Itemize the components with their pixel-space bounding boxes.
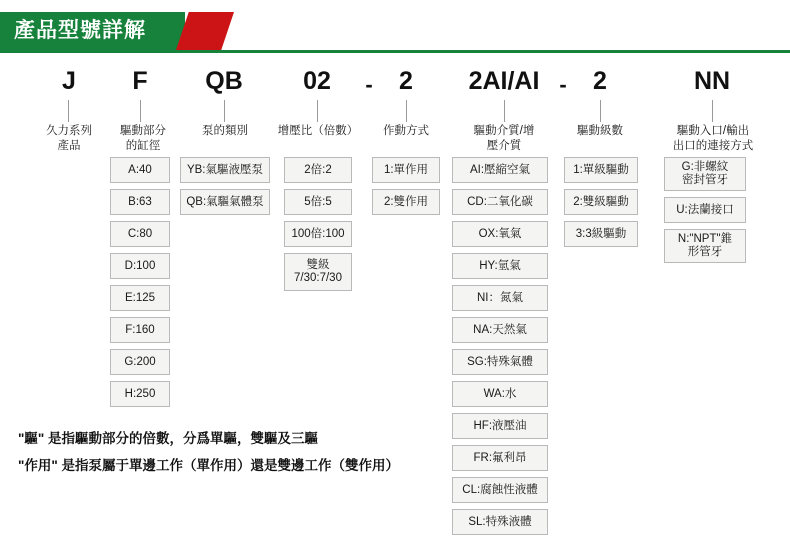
option-item[interactable]: NI：氮氣: [452, 285, 548, 311]
option-item[interactable]: [284, 253, 352, 291]
options-drive-stages: [564, 157, 638, 253]
option-line-1: G:非螺紋: [681, 161, 729, 173]
column-pump-type: [186, 66, 262, 96]
options-connection: [664, 157, 746, 269]
option-item[interactable]: YB:氣驅液壓泵: [180, 157, 270, 183]
separator-2: -: [559, 72, 567, 97]
options-action-type: [372, 157, 440, 221]
stem-3: [224, 100, 225, 122]
code-label-4: 02: [303, 67, 331, 95]
option-item[interactable]: AI:壓縮空氣: [452, 157, 548, 183]
option-item[interactable]: OX:氧氣: [452, 221, 548, 247]
desc-6: 驅動介質/增 壓介質: [473, 125, 535, 152]
option-item[interactable]: 5倍:5: [284, 189, 352, 215]
option-item[interactable]: 2:雙作用: [372, 189, 440, 215]
separator-1: -: [365, 72, 373, 97]
header-divider: [0, 50, 790, 53]
option-item[interactable]: 2倍:2: [284, 157, 352, 183]
desc-5: 作動方式: [383, 125, 429, 137]
option-item[interactable]: U:法蘭接口: [664, 197, 746, 223]
code-label-6: 2AI/AI: [468, 67, 540, 95]
column-ratio: [288, 66, 346, 96]
option-item[interactable]: 1:單作用: [372, 157, 440, 183]
option-item[interactable]: HF:液壓油: [452, 413, 548, 439]
desc-4: 增壓比（倍數）: [277, 125, 359, 137]
option-item[interactable]: NA:天然氣: [452, 317, 548, 343]
stem-4: [317, 100, 318, 122]
header-banner: [0, 12, 235, 50]
column-drive-stages: [580, 66, 620, 96]
option-item[interactable]: 3:3級驅動: [564, 221, 638, 247]
option-item[interactable]: HY:氫氣: [452, 253, 548, 279]
option-item[interactable]: H:250: [110, 381, 170, 407]
code-label-7: 2: [593, 67, 607, 95]
option-item[interactable]: [664, 229, 746, 263]
option-item[interactable]: B:63: [110, 189, 170, 215]
note-line-1: "驅" 是指驅動部分的倍數，分爲單驅，雙驅及三驅: [18, 431, 319, 446]
option-item[interactable]: [664, 157, 746, 191]
option-item[interactable]: 1:單級驅動: [564, 157, 638, 183]
column-action-type: [386, 66, 426, 96]
option-item[interactable]: C:80: [110, 221, 170, 247]
option-item[interactable]: D:100: [110, 253, 170, 279]
options-pump-type: [180, 157, 270, 221]
option-item[interactable]: CL:腐蝕性液體: [452, 477, 548, 503]
desc-8: 驅動入口/輸出 出口的連接方式: [672, 125, 754, 152]
code-label-1: J: [62, 67, 76, 95]
option-item[interactable]: FR:氟利昂: [452, 445, 548, 471]
option-item[interactable]: E:125: [110, 285, 170, 311]
stem-6: [504, 100, 505, 122]
option-item[interactable]: 2:雙級驅動: [564, 189, 638, 215]
options-medium: [452, 157, 548, 541]
option-item[interactable]: 100倍:100: [284, 221, 352, 247]
stem-2: [140, 100, 141, 122]
code-label-2: F: [132, 67, 148, 95]
column-bore: [112, 66, 168, 96]
option-line-2: 7/30:7/30: [294, 272, 342, 284]
option-line-2: 形管牙: [687, 246, 723, 258]
stem-8: [712, 100, 713, 122]
desc-3: 泵的類別: [202, 125, 248, 137]
option-item[interactable]: SG:特殊氣體: [452, 349, 548, 375]
desc-7: 驅動級數: [577, 125, 623, 137]
option-item[interactable]: QB:氣驅氣體泵: [180, 189, 270, 215]
option-item[interactable]: F:160: [110, 317, 170, 343]
code-label-8: NN: [693, 67, 731, 95]
option-item[interactable]: WA:水: [452, 381, 548, 407]
stem-7: [600, 100, 601, 122]
option-item[interactable]: G:200: [110, 349, 170, 375]
options-ratio: [284, 157, 352, 297]
column-medium: [448, 66, 560, 96]
option-item[interactable]: SL:特殊液體: [452, 509, 548, 535]
column-series: [40, 66, 98, 96]
option-item[interactable]: A:40: [110, 157, 170, 183]
option-line-2: 密封管牙: [682, 174, 728, 186]
desc-1: 久力系列 產品: [46, 125, 92, 152]
desc-2: 驅動部分 的缸徑: [120, 125, 166, 152]
code-label-5: 2: [399, 67, 413, 95]
option-item[interactable]: CD:二氧化碳: [452, 189, 548, 215]
stem-1: [68, 100, 69, 122]
options-bore: [110, 157, 170, 413]
code-label-3: QB: [205, 67, 243, 95]
stem-5: [406, 100, 407, 122]
option-line-1: 雙級: [306, 259, 330, 271]
note-line-2: "作用" 是指泵屬于單邊工作（單作用）還是雙邊工作（雙作用）: [18, 458, 400, 473]
option-line-1: N:"NPT"錐: [677, 233, 733, 245]
page-title: 產品型號詳解: [14, 19, 146, 42]
column-connection: [680, 66, 744, 96]
